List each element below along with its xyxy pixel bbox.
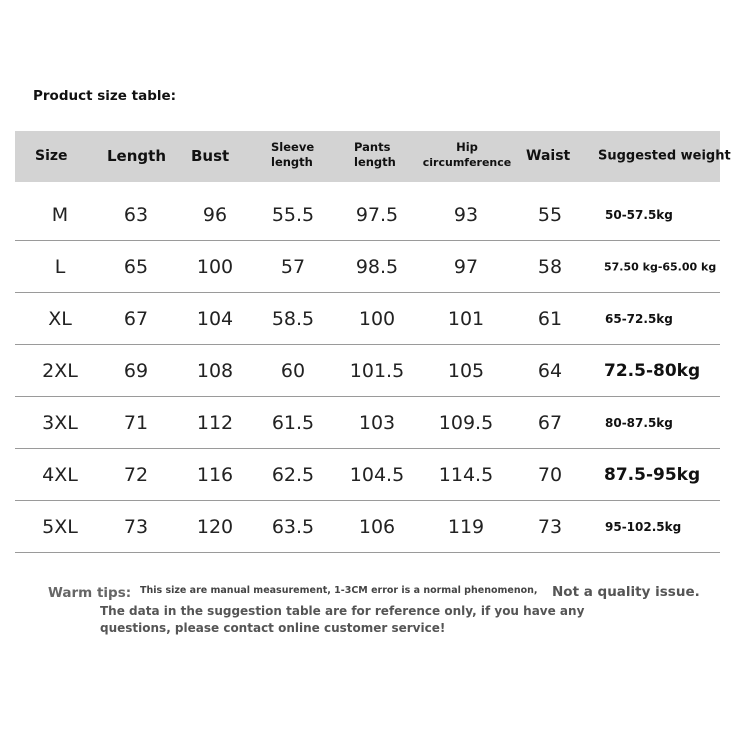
header-pants-line2: length	[354, 155, 396, 169]
table-title: Product size table:	[33, 88, 177, 104]
cell-length: 69	[123, 360, 149, 382]
cell-pants: 103	[358, 412, 396, 434]
cell-length: 63	[123, 204, 149, 226]
cell-sleeve: 55.5	[271, 204, 315, 226]
cell-sleeve: 61.5	[271, 412, 315, 434]
table-row	[15, 241, 720, 293]
cell-bust: 104	[196, 308, 234, 330]
header-sleeve-line1: Sleeve	[271, 140, 315, 154]
cell-size: XL	[48, 308, 72, 330]
table-row	[15, 449, 720, 501]
cell-hip: 105	[447, 360, 485, 382]
table-row	[15, 345, 720, 397]
cell-pants: 97.5	[355, 204, 399, 226]
cell-waist: 58	[537, 256, 563, 278]
cell-weight: 65-72.5kg	[605, 312, 673, 326]
cell-bust: 120	[196, 516, 234, 538]
cell-hip: 109.5	[438, 412, 494, 434]
cell-weight: 72.5-80kg	[604, 361, 701, 381]
cell-size: 4XL	[42, 464, 78, 486]
cell-size: 5XL	[42, 516, 78, 538]
header-length: Length	[107, 147, 166, 165]
cell-weight: 57.50 kg-65.00 kg	[604, 260, 717, 274]
cell-weight: 50-57.5kg	[605, 208, 673, 222]
cell-sleeve: 63.5	[271, 516, 315, 538]
cell-pants: 100	[358, 308, 396, 330]
header-bust: Bust	[191, 147, 230, 165]
cell-size: 3XL	[42, 412, 78, 434]
table-row	[15, 293, 720, 345]
row-divider	[15, 552, 720, 553]
cell-hip: 119	[447, 516, 485, 538]
cell-sleeve: 58.5	[271, 308, 315, 330]
header-hip-circumference	[422, 140, 512, 170]
cell-bust: 116	[196, 464, 234, 486]
cell-length: 65	[123, 256, 149, 278]
cell-weight: 95-102.5kg	[605, 520, 682, 534]
cell-bust: 96	[202, 204, 228, 226]
cell-pants: 106	[358, 516, 396, 538]
table-row	[15, 397, 720, 449]
cell-sleeve: 60	[280, 360, 306, 382]
cell-hip: 97	[453, 256, 479, 278]
header-waist: Waist	[526, 148, 571, 164]
table-row	[15, 501, 720, 553]
header-sleeve-length	[271, 140, 314, 170]
warm-tips-contact: questions, please contact online customer service!	[100, 621, 446, 635]
cell-weight: 80-87.5kg	[605, 416, 673, 430]
cell-length: 71	[123, 412, 149, 434]
cell-waist: 64	[537, 360, 563, 382]
cell-waist: 55	[537, 204, 563, 226]
cell-sleeve: 62.5	[271, 464, 315, 486]
cell-waist: 61	[537, 308, 563, 330]
warm-tips-quality: Not a quality issue.	[552, 584, 700, 600]
cell-waist: 67	[537, 412, 563, 434]
cell-pants: 101.5	[349, 360, 405, 382]
header-hip-line1: Hip	[456, 140, 478, 154]
header-sleeve-line2: length	[271, 155, 313, 169]
cell-waist: 73	[537, 516, 563, 538]
cell-sleeve: 57	[280, 256, 306, 278]
header-pants-length	[354, 140, 396, 170]
header-hip-line2: circumference	[422, 156, 512, 169]
warm-tips-reference: The data in the suggestion table are for reference only, if you have any	[100, 604, 585, 618]
header-size: Size	[35, 148, 68, 164]
cell-length: 67	[123, 308, 149, 330]
header-suggested-weight: Suggested weight	[598, 148, 731, 164]
cell-size: L	[54, 256, 66, 278]
cell-hip: 93	[453, 204, 479, 226]
cell-size: M	[51, 204, 69, 226]
cell-bust: 108	[196, 360, 234, 382]
table-row	[15, 189, 720, 241]
cell-length: 72	[123, 464, 149, 486]
cell-hip: 101	[447, 308, 485, 330]
cell-weight: 87.5-95kg	[604, 465, 701, 485]
cell-pants: 104.5	[349, 464, 405, 486]
cell-pants: 98.5	[355, 256, 399, 278]
cell-hip: 114.5	[438, 464, 494, 486]
cell-bust: 112	[196, 412, 234, 434]
cell-waist: 70	[537, 464, 563, 486]
table-header	[15, 131, 731, 182]
warm-tips-note: This size are manual measurement, 1-3CM error is a normal phenomenon,	[140, 585, 538, 596]
cell-size: 2XL	[42, 360, 78, 382]
cell-bust: 100	[196, 256, 234, 278]
warm-tips-label: Warm tips:	[48, 585, 132, 601]
cell-length: 73	[123, 516, 149, 538]
header-pants-line1: Pants	[354, 140, 391, 154]
